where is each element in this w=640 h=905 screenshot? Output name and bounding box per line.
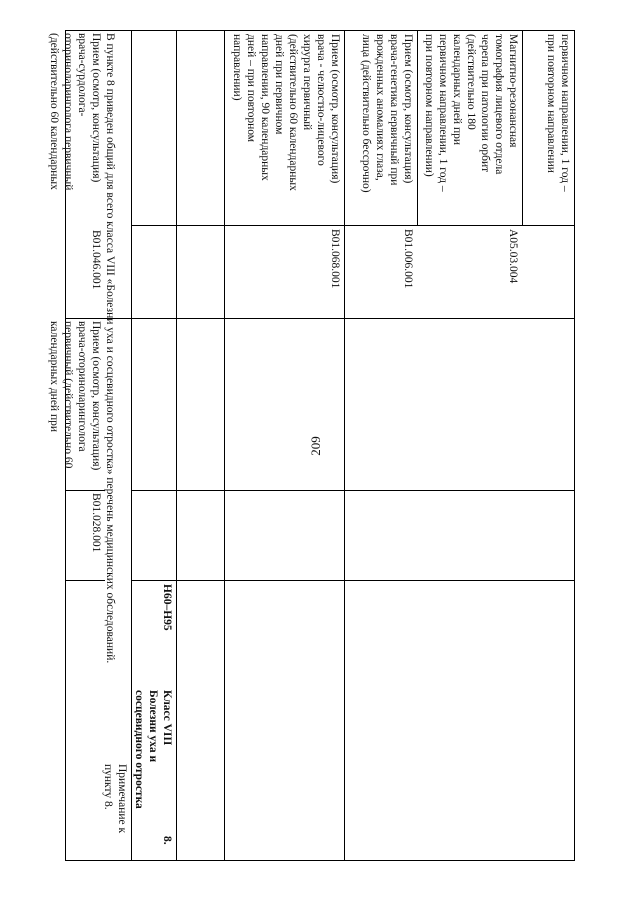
rotated-table xyxy=(48,30,575,860)
table-cell: B01.046.001 xyxy=(90,230,102,290)
table-cell: Прием (осмотр, консультация) врача - челюстно-лицевого хирурга первичный (действительно 60 календарных дней при первичном направлении, 90 календарных дней – при повторном направлении) xyxy=(231,34,341,191)
table-cell: B01.028.001 xyxy=(90,493,102,553)
note-title: Примечание к пункту 8. xyxy=(102,764,128,834)
row-divider xyxy=(522,30,523,225)
col-divider xyxy=(132,225,575,226)
table-cell: Прием (осмотр, консультация) врача-генетика первичный при врожденных аномалиях глаза, лица (действительно бессрочно) xyxy=(360,34,414,193)
table-cell: B01.068.001 xyxy=(329,229,341,289)
class-number: 8. xyxy=(161,836,173,845)
row-divider xyxy=(176,30,177,860)
row-divider xyxy=(417,30,418,225)
row-divider xyxy=(344,30,345,860)
table-cell: Прием (осмотр, консультация) врача-оториноларинголога первичный (действительно 60 календарных дней при xyxy=(48,321,102,471)
table-border-left xyxy=(65,30,575,31)
table-border-right xyxy=(65,860,575,861)
class-title: Класс VIII Болезни уха и сосцевидного отростка xyxy=(133,690,173,809)
table-cell: Прием (осмотр, консультация) врача-сурдолога- оториноларинголога первичный (действительно 60 календарных xyxy=(48,33,102,191)
col-divider xyxy=(65,490,105,491)
class-codes: H60–H95 xyxy=(161,584,173,631)
col-divider xyxy=(65,318,575,319)
table-cell: первичном направлении, 1 год – при повторном направлении xyxy=(545,34,571,192)
page-number: 209 xyxy=(308,436,323,456)
col-divider xyxy=(132,490,575,491)
row-divider xyxy=(224,30,225,860)
table-border-top xyxy=(574,30,575,860)
table-cell: Магнитно-резонансная томография лицевого отдела черепа при патологии орбит (действительно 180 календарных дней при первичном направлении, 1 год – при повторном направлении) xyxy=(423,34,519,192)
note-text: В пункте 8 приведен общий для всего класса VIII «Болезни уха и сосцевидного отростка» перечень медицинских обследований. xyxy=(104,33,116,664)
table-cell: B01.006.001 xyxy=(402,229,414,289)
col-divider xyxy=(65,580,105,581)
col-divider xyxy=(132,580,575,581)
table-cell: A05.03.004 xyxy=(507,229,519,284)
